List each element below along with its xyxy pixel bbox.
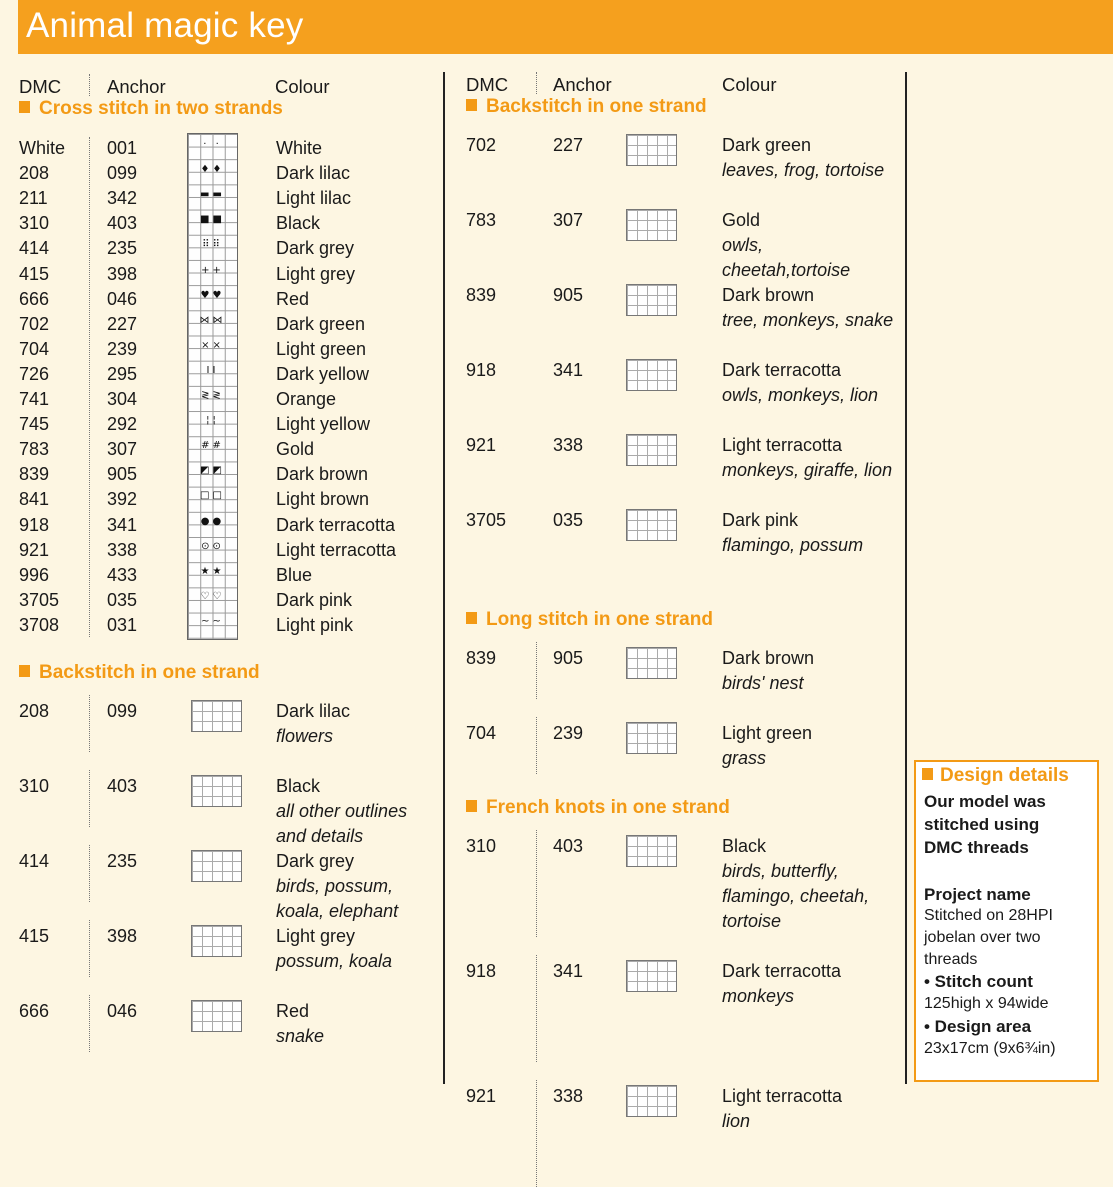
cross-anchor: 099 [107,163,138,184]
cross-colour: Dark green [276,313,366,334]
back_left_rows-colour: Dark lilac [276,701,351,721]
stitch-diagram-icon [626,835,677,867]
design-line: DMC threads [924,838,1029,857]
cross-dmc: 3705 [19,589,60,610]
row-divider [89,920,90,977]
back_right_rows-colour: Dark green [722,135,812,155]
back_right_rows-use: flamingo, possum [722,535,864,555]
stitch-symbol: II [206,364,219,376]
stitch-diagram-icon [191,700,242,732]
stitch-symbol: ## [201,440,224,452]
cross-colour: Blue [276,564,313,585]
section-backstitch-left-label: Backstitch in one strand [39,662,260,683]
cross-dmc: 996 [19,564,50,585]
back_left_rows-dmc: 310 [19,776,50,796]
cross-dmc: 921 [19,539,50,560]
stitch-diagram-icon [626,960,677,992]
french_rows-colour: Dark terracotta [722,961,842,981]
back_right_rows-use: leaves, frog, tortoise [722,160,885,180]
stitch-symbol: ¦¦ [206,415,219,427]
section-backstitch-right-label: Backstitch in one strand [486,96,707,117]
design-line: Our model was [924,792,1046,811]
back_right_rows-use: tree, monkeys, snake [722,310,894,330]
cross-anchor: 342 [107,188,138,209]
french_rows-anchor: 338 [553,1086,584,1106]
cross-dmc: 704 [19,338,50,359]
row-divider [536,1080,537,1187]
cross-colour: Dark pink [276,589,353,610]
back_left_rows-colour: Red [276,1001,310,1021]
long_rows-use: birds' nest [722,673,804,693]
column-divider-right [905,72,907,1084]
back_right_rows-use: owls, [722,235,764,255]
stitch-diagram-icon [626,284,677,316]
cross-colour: Dark terracotta [276,514,396,535]
stitch-symbol: ++ [201,264,224,276]
cross-colour: Dark yellow [276,363,370,384]
stitch-diagram-icon [626,134,677,166]
cross-dmc: 702 [19,313,50,334]
french_rows-dmc: 921 [466,1086,497,1106]
cross-dmc: 3708 [19,614,60,635]
cross-colour: Dark grey [276,238,355,259]
project-label: Project name [924,885,1031,904]
stitch-symbol: □□ [200,490,225,502]
french_rows-use: birds, butterfly, [722,861,839,881]
back_right_rows-anchor: 341 [553,360,584,380]
row-divider [536,642,537,699]
cross-anchor: 341 [107,514,138,535]
stitch-diagram-icon [191,1000,242,1032]
stitch-symbol: ●● [200,515,225,527]
back_left_rows-use: and details [276,826,364,846]
cross-colour: Black [276,213,321,234]
cross-colour: Light brown [276,489,370,510]
header-divider [89,74,90,96]
long_rows-colour: Dark brown [722,648,815,668]
project-line: Stitched on 28HPI [924,907,1053,924]
back_left_rows-use: koala, elephant [276,901,399,921]
cross-dmc: 310 [19,213,50,234]
back_left_rows-anchor: 046 [107,1001,138,1021]
design-area-label: • Design area [924,1017,1032,1036]
cross-anchor: 292 [107,414,138,435]
back_right_rows-use: cheetah,tortoise [722,260,851,280]
cross-dmc: 839 [19,464,50,485]
cross-dmc: 726 [19,363,50,384]
stitch-count-value: 125high x 94wide [924,995,1049,1012]
cross-anchor: 001 [107,138,138,158]
design-details-heading-label: Design details [940,765,1069,786]
cross-anchor: 304 [107,389,138,409]
stitch-diagram-icon [626,647,677,679]
cross-dmc: 415 [19,263,50,284]
back_left_rows-anchor: 235 [107,851,138,871]
cross-colour: Gold [276,439,315,460]
cross-colour: Light pink [276,614,354,635]
stitch-symbol: ⠿⠿ [202,239,223,251]
section-backstitch-right [466,96,707,118]
design-area-value: 23x17cm (9x6¾in) [924,1040,1056,1057]
column-divider-left [443,72,445,1084]
back_right_rows-use: owls, monkeys, lion [722,385,879,405]
row-divider [89,995,90,1052]
cross-dmc: 741 [19,389,50,409]
stitch-diagram-icon [626,359,677,391]
back_left_rows-dmc: 414 [19,851,50,871]
french_rows-dmc: 310 [466,836,497,856]
section-long-stitch [466,609,713,631]
cross-colour: Light terracotta [276,539,397,560]
back_right_rows-dmc: 783 [466,210,497,230]
long_rows-anchor: 239 [553,723,584,743]
back_right_rows-colour: Dark brown [722,285,815,305]
row-divider [89,695,90,752]
back_right_rows-colour: Dark terracotta [722,360,842,380]
cross-colour: Light green [276,338,367,359]
row-divider [89,845,90,902]
back_left_rows-anchor: 099 [107,701,138,721]
section-french-knots-label: French knots in one strand [486,797,730,818]
stitch-diagram-icon [191,925,242,957]
back_right_rows-colour: Gold [722,210,761,230]
stitch-symbol: ~~ [201,615,224,627]
back_right_rows-use: monkeys, giraffe, lion [722,460,893,480]
stitch-symbol: ◩◩ [200,465,225,477]
symbol-grid [187,133,238,640]
stitch-diagram-icon [626,722,677,754]
back_right_rows-dmc: 3705 [466,510,507,530]
back_left_rows-use: birds, possum, [276,876,394,896]
cross-anchor: 046 [107,288,138,309]
row-divider [536,955,537,1062]
back_left_rows-colour: Black [276,776,321,796]
cross-colour: Dark lilac [276,163,351,184]
cross-anchor: 338 [107,539,138,560]
stitch-count-label: • Stitch count [924,972,1033,991]
cross-anchor: 905 [107,464,138,485]
back_left_rows-use: flowers [276,726,334,746]
back_right_rows-dmc: 918 [466,360,497,380]
cross-anchor: 433 [107,564,138,585]
cross-dmc: 745 [19,414,50,435]
stitch-symbol: ×× [201,339,224,351]
cross-colour: Orange [276,389,337,409]
stitch-symbol: ♦♦ [200,164,225,176]
project-line: threads [924,951,978,968]
stitch-diagram-icon [626,1085,677,1117]
stitch-symbol: ♡♡ [200,590,225,602]
french_rows-colour: Light terracotta [722,1086,843,1106]
back_left_rows-use: possum, koala [276,951,393,971]
cross-dmc: 783 [19,439,50,460]
back_right_rows-dmc: 702 [466,135,497,155]
cross-colour: Light lilac [276,188,352,209]
long_rows-dmc: 839 [466,648,497,668]
long_rows-colour: Light green [722,723,813,743]
section-cross-stitch [19,98,283,120]
stitch-symbol: · · [203,139,222,150]
french_rows-use: lion [722,1111,751,1131]
cross-anchor: 227 [107,313,138,334]
cross-divider [89,137,90,637]
row-divider [536,717,537,774]
french_rows-dmc: 918 [466,961,497,981]
back_right_rows-anchor: 905 [553,285,584,305]
stitch-diagram-icon [626,509,677,541]
header-colour-right: Colour [722,74,777,95]
cross-colour: Dark brown [276,464,369,485]
back_left_rows-anchor: 403 [107,776,138,796]
header-dmc: DMC [19,76,62,97]
french_rows-anchor: 341 [553,961,584,981]
header-divider-right [536,72,537,94]
cross-anchor: 295 [107,363,138,384]
cross-anchor: 392 [107,489,138,510]
back_right_rows-dmc: 921 [466,435,497,455]
back_left_rows-dmc: 208 [19,701,50,721]
cross-anchor: 239 [107,338,138,359]
stitch-diagram-icon [626,434,677,466]
french_rows-use: monkeys [722,986,795,1006]
design-details-heading [922,765,1069,787]
cross-anchor: 398 [107,263,138,284]
cross-colour: Light grey [276,263,356,284]
section-french-knots [466,797,730,819]
back_left_rows-use: all other outlines [276,801,408,821]
cross-colour: White [276,138,323,158]
cross-dmc: 918 [19,514,50,535]
design-line: stitched using [924,815,1040,834]
back_left_rows-anchor: 398 [107,926,138,946]
page-title: Animal magic key [26,6,304,45]
back_left_rows-colour: Dark grey [276,851,355,871]
back_right_rows-anchor: 227 [553,135,584,155]
cross-anchor: 403 [107,213,138,234]
header-anchor-right: Anchor [553,74,612,95]
stitch-diagram-icon [191,775,242,807]
header-anchor: Anchor [107,76,166,97]
stitch-symbol: ★★ [200,565,225,577]
back_right_rows-colour: Light terracotta [722,435,843,455]
french_rows-anchor: 403 [553,836,584,856]
section-backstitch-left [19,662,260,684]
long_rows-anchor: 905 [553,648,584,668]
long_rows-dmc: 704 [466,723,497,743]
header-colour: Colour [275,76,330,97]
stitch-symbol: ♥♥ [200,289,225,301]
cross-colour: Light yellow [276,414,371,435]
long_rows-use: grass [722,748,767,768]
cross-anchor: 307 [107,439,138,460]
stitch-diagram-icon [191,850,242,882]
stitch-symbol: ⋈⋈ [199,314,226,326]
stitch-diagram-icon [626,209,677,241]
back_left_rows-colour: Light grey [276,926,356,946]
section-cross-stitch-label: Cross stitch in two strands [39,98,283,119]
row-divider [89,770,90,827]
french_rows-use: tortoise [722,911,782,931]
french_rows-colour: Black [722,836,767,856]
cross-dmc: 211 [19,188,48,209]
cross-dmc: 414 [19,238,50,259]
back_right_rows-dmc: 839 [466,285,497,305]
cross-anchor: 235 [107,238,138,259]
back_right_rows-anchor: 338 [553,435,584,455]
cross-dmc: 841 [19,489,50,510]
project-line: jobelan over two [924,929,1041,946]
back_left_rows-dmc: 415 [19,926,50,946]
back_right_rows-colour: Dark pink [722,510,799,530]
cross-dmc: White [19,138,66,158]
french_rows-use: flamingo, cheetah, [722,886,870,906]
stitch-symbol: ▬▬ [200,189,225,201]
section-long-stitch-label: Long stitch in one strand [486,609,713,630]
design-details-box [914,760,1099,1082]
stitch-symbol: ⊙⊙ [201,540,224,552]
stitch-symbol: ≷≷ [201,390,224,401]
cross-colour: Red [276,288,310,309]
stitch-symbol: ■■ [200,214,225,226]
row-divider [536,830,537,937]
back_left_rows-dmc: 666 [19,1001,50,1021]
back_right_rows-anchor: 035 [553,510,584,530]
title-bar [18,0,1113,54]
back_right_rows-anchor: 307 [553,210,584,230]
cross-anchor: 031 [107,614,138,635]
back_left_rows-use: snake [276,1026,325,1046]
cross-dmc: 208 [19,163,50,184]
cross-dmc: 666 [19,288,50,309]
header-dmc-right: DMC [466,74,509,95]
cross-anchor: 035 [107,589,138,610]
